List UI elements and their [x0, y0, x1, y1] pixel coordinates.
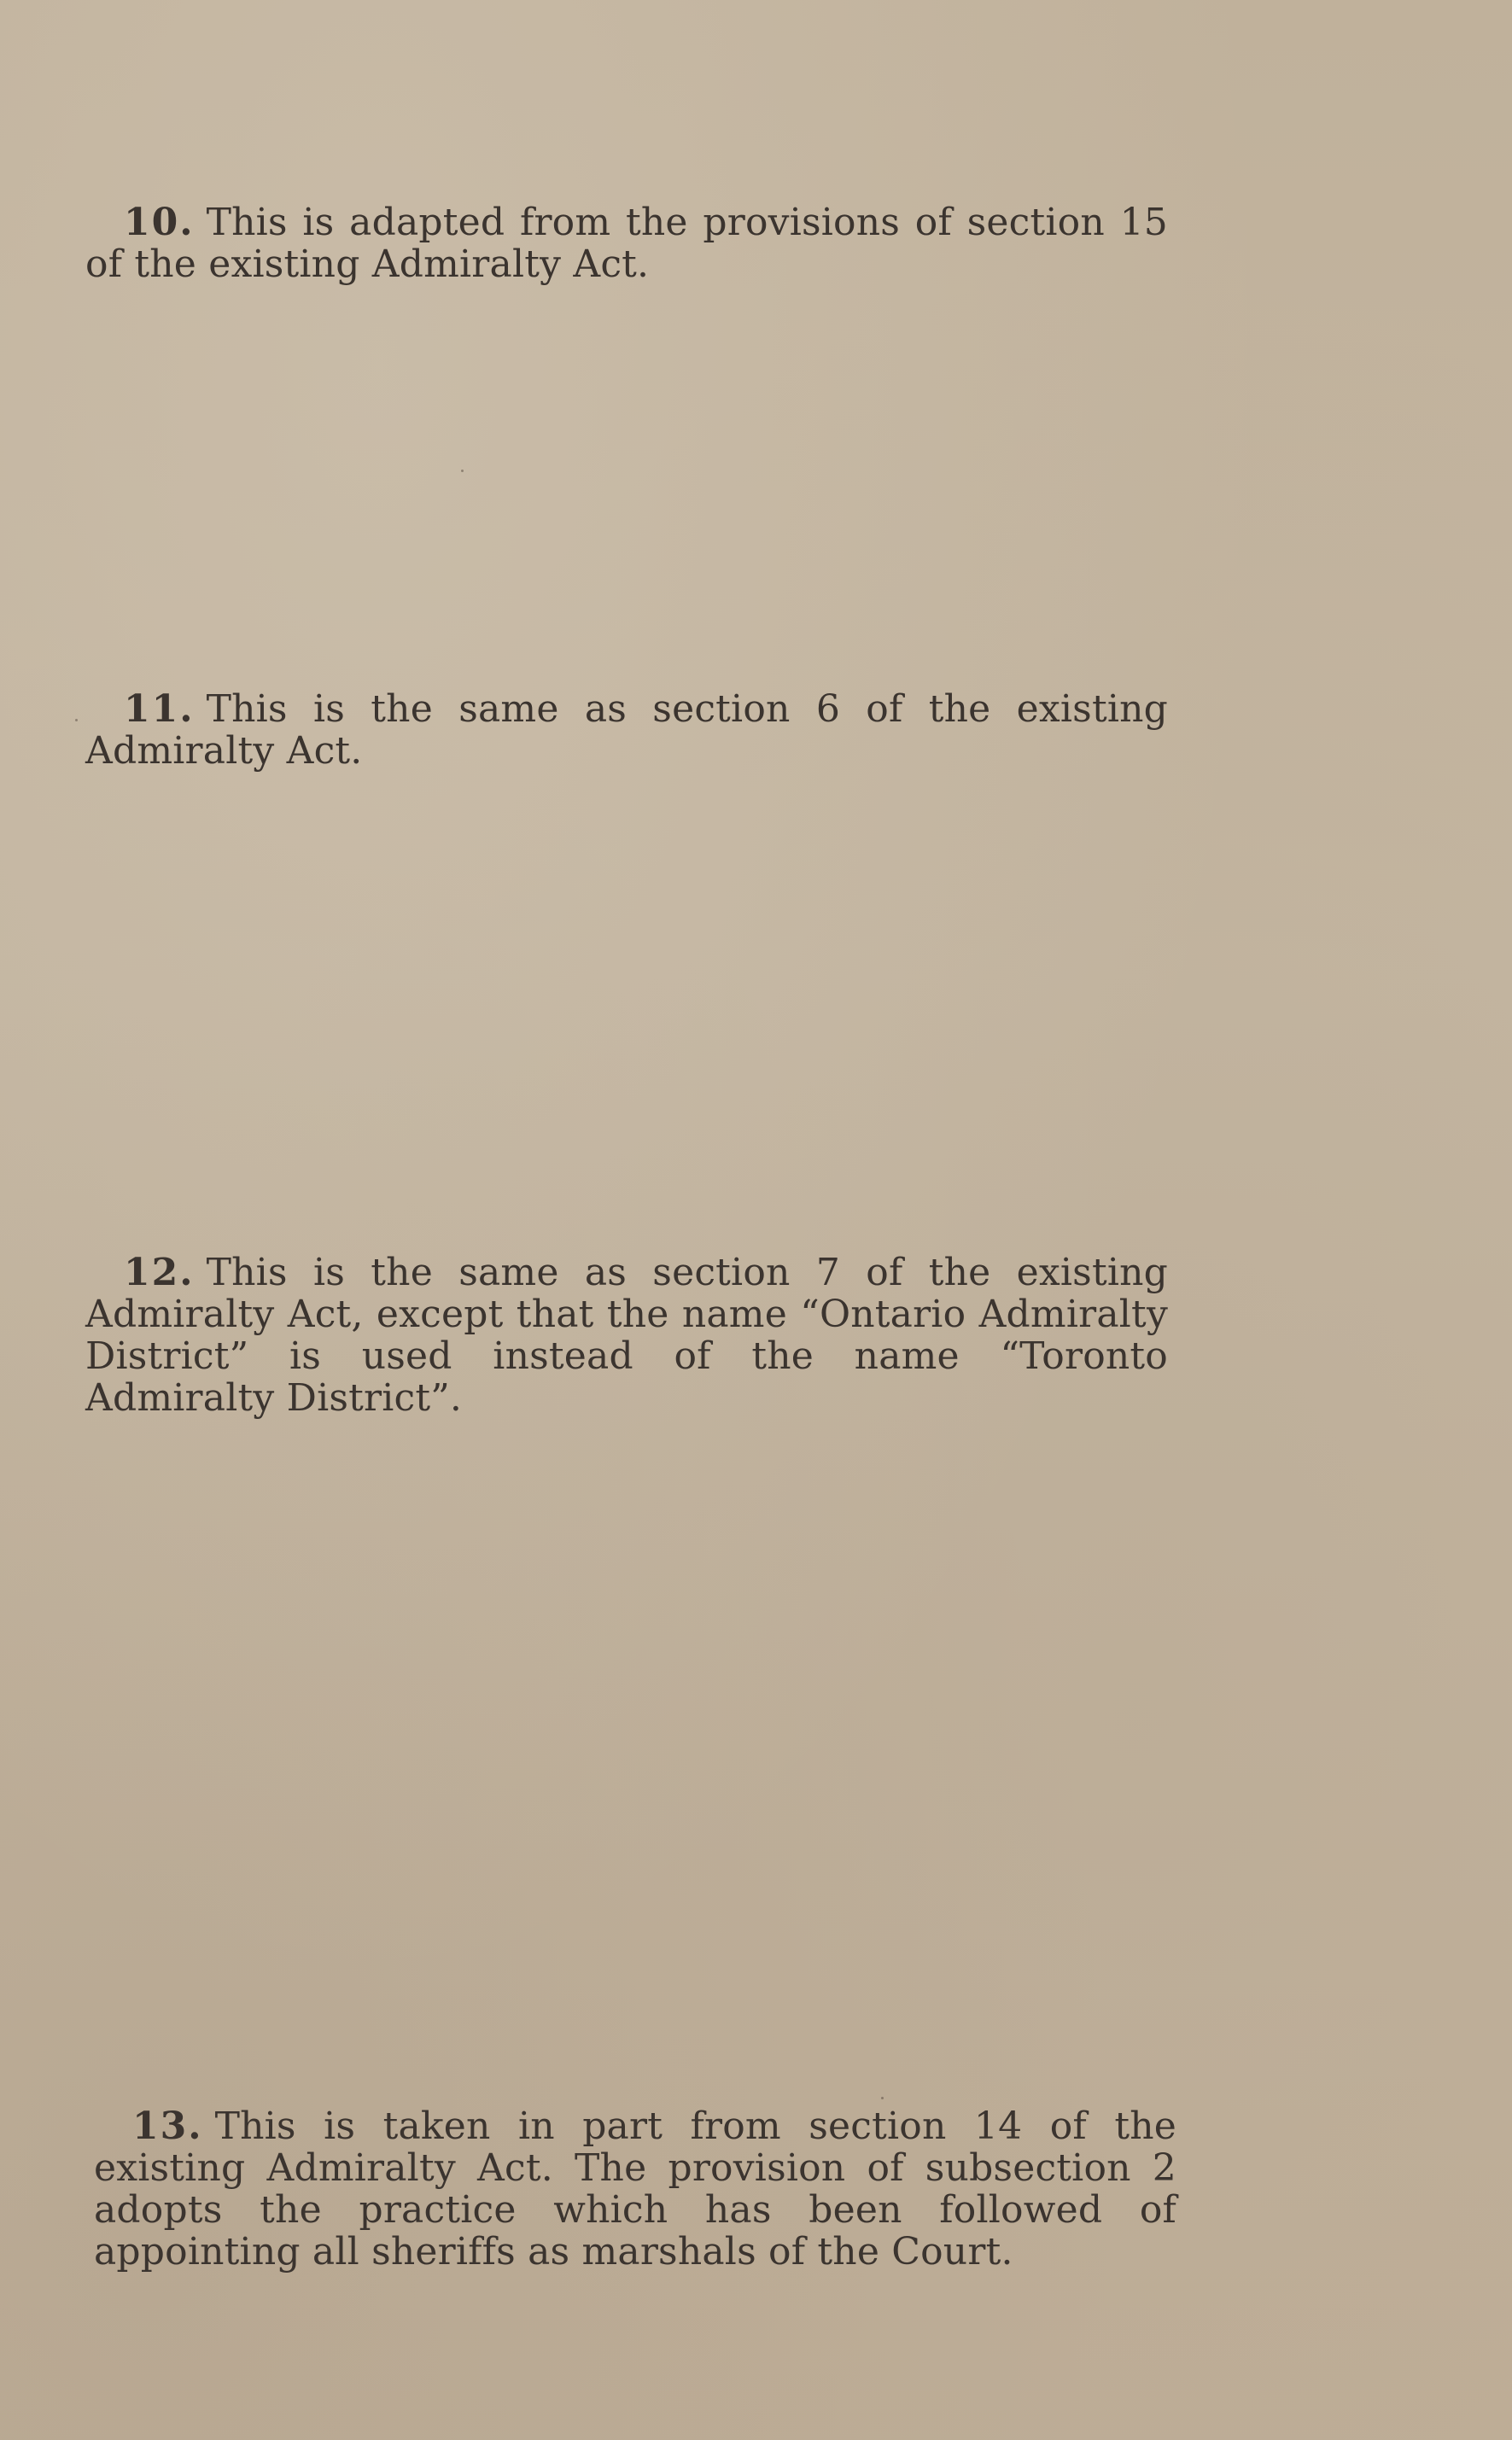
note-number: 11. — [124, 687, 195, 731]
note-paragraph — [85, 1252, 1168, 1419]
paper-speck — [75, 719, 78, 721]
note-text: This is taken in part from section 14 of the existing Admiralty Act. The provision of subsection 2 adopts the practice which has been followed of appointing all sheriffs as marshals of the Court. — [94, 2104, 1176, 2274]
note-paragraph — [85, 688, 1168, 772]
note-text: This is the same as section 7 of the existing Admiralty Act, except that the name “Ontario Admiralty District” is used instead of the name “Toronto Admiralty District”. — [85, 1251, 1168, 1420]
note-number: 13. — [132, 2104, 203, 2148]
note-number: 12. — [124, 1251, 195, 1294]
paper-speck — [881, 2097, 884, 2099]
note-section-11 — [85, 688, 1168, 772]
note-text: This is the same as section 6 of the existing Admiralty Act. — [85, 687, 1168, 773]
note-section-13 — [94, 2105, 1176, 2273]
note-text: This is adapted from the provisions of section 15 of the existing Admiralty Act. — [85, 201, 1168, 286]
note-number: 10. — [124, 201, 195, 244]
paper-speck — [461, 470, 464, 472]
note-paragraph — [85, 201, 1168, 285]
note-section-10 — [85, 201, 1168, 285]
note-paragraph — [94, 2105, 1176, 2273]
note-section-12 — [85, 1252, 1168, 1419]
